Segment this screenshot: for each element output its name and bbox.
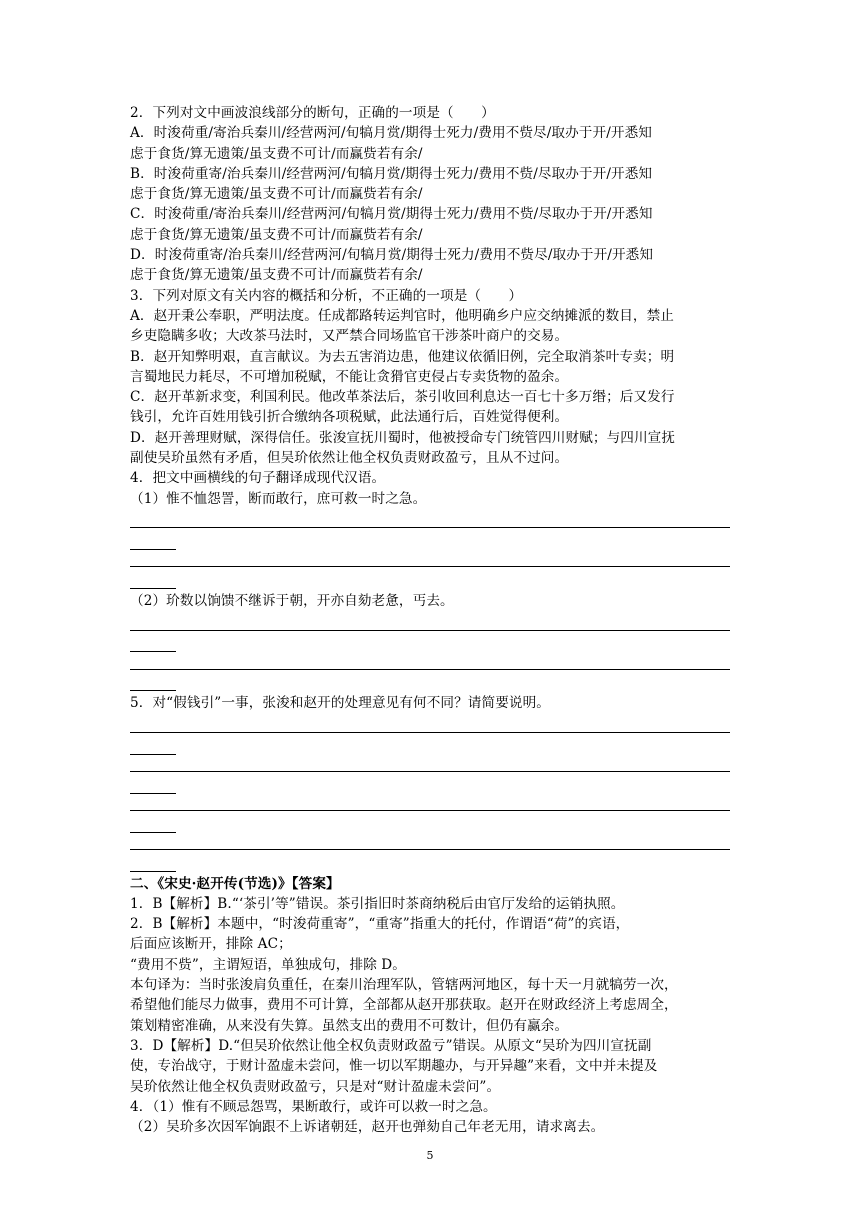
answer-line [130, 833, 730, 853]
answer-1: 1．B【解析】B.“‘茶引’等”错误。茶引指旧时茶商纳税后由官厅发给的运销执照。 [130, 895, 625, 912]
answer-2-line5: 希望他们能尽力做事，费用不可计算，全部都从赵开那获取。赵开在财政经济上考虑周全， [130, 997, 678, 1014]
page-number: 5 [426, 1149, 434, 1162]
answer-line [130, 755, 730, 775]
q3-option-a-line1: A．赵开秉公奉职，严明法度。任成都路转运判官时，他明确乡户应交纳摊派的数目，禁止 [130, 307, 674, 324]
q2-option-b-line1: B．时浚荷重寄/治兵秦川/经营两河/旬犒月赏/期得士死力/费用不赀/尽取办于开/开悉知 [130, 165, 653, 182]
q3-option-a-line2: 乡吏隐瞒多收；大改茶马法时，又严禁合同场监官干涉茶叶商户的交易。 [130, 328, 569, 345]
answer-line [130, 550, 730, 570]
answer-line-stub [130, 672, 730, 692]
q4-sentence-1: （1）惟不恤怨詈，断而敢行，庶可救一时之急。 [130, 490, 427, 507]
answer-line [130, 794, 730, 814]
q3-option-c-line2: 钱引，允许百姓用钱引折合缴纳各项税赋，此法通行后，百姓觉得便利。 [130, 409, 569, 426]
answer-3-line2: 使，专治战守，于财计盈虚未尝问，惟一切以军期趣办，与开异趣”来看，文中并未提及 [130, 1058, 658, 1075]
q2-option-b-line2: 虑于食货/算无遗策/虽支费不可计/而赢赀若有余/ [130, 186, 423, 203]
q3-option-b-line1: B．赵开知弊明艰，直言献议。为去五害消边患，他建议依循旧例，完全取消茶叶专卖；明 [130, 348, 675, 365]
q2-option-a-line2: 虑于食货/算无遗策/虽支费不可计/而赢赀若有余/ [130, 145, 423, 162]
answer-line-stub [130, 569, 730, 589]
document-page [130, 103, 730, 1137]
q4-1-answer-lines [130, 511, 730, 589]
answer-line [130, 716, 730, 736]
q5-answer-lines [130, 716, 730, 872]
answer-line-stub [130, 735, 730, 755]
answer-line [130, 613, 730, 633]
q4-2-answer-lines [130, 613, 730, 691]
answer-line [130, 652, 730, 672]
q2-stem: 2．下列对文中画波浪线部分的断句，正确的一项是（ ） [130, 105, 495, 121]
q2-option-c-line2: 虑于食货/算无遗策/虽支费不可计/而赢赀若有余/ [130, 226, 423, 243]
answer-4-line2: （2）吴玠多次因军饷跟不上诉诸朝廷，赵开也弹劾自己年老无用，请求离去。 [130, 1119, 605, 1136]
answer-line [130, 511, 730, 531]
answer-2-line3: “费用不赀”，主谓短语，单独成句，排除 D。 [130, 956, 407, 973]
q3-option-b-line2: 言蜀地民力耗尽，不可增加税赋，不能让贪猾官吏侵占专卖货物的盈余。 [130, 368, 569, 385]
q3-option-d-line2: 副使吴玠虽然有矛盾，但吴玠依然让他全权负责财政盈亏，且从不过问。 [130, 450, 569, 467]
answer-2-line1: 2．B【解析】本题中，“时浚荷重寄”，“重寄”指重大的托付，作谓语“荷”的宾语， [130, 916, 630, 933]
q3-option-c-line1: C．赵开革新求变，利国利民。他改革茶法后，茶引收回利息达一百七十多万缗；后又发行 [130, 389, 675, 406]
answer-line-stub [130, 813, 730, 833]
answer-3-line1: 3．D【解析】D.“但吴玠依然让他全权负责财政盈亏”错误。从原文“吴玠为四川宣抚副 [130, 1037, 652, 1054]
answer-2-line6: 策划精密准确，从来没有失算。虽然支出的费用不可数计，但仍有赢余。 [130, 1017, 569, 1034]
q3-option-d-line1: D．赵开善理财赋，深得信任。张浚宣抚川蜀时，他被授命专门统管四川财赋；与四川宣抚 [130, 429, 676, 446]
q4-sentence-2: （2）玠数以饷馈不继诉于朝，开亦自劾老惫，丐去。 [130, 592, 454, 609]
q3-stem: 3．下列对原文有关内容的概括和分析，不正确的一项是（ ） [130, 287, 523, 304]
answer-3-line3: 吴玠依然让他全权负责财政盈亏，只是对“财计盈虚未尝问”。 [130, 1078, 501, 1095]
answer-line-stub [130, 633, 730, 653]
q2-option-d-line2: 虑于食货/算无遗策/虽支费不可计/而赢赀若有余/ [130, 267, 423, 284]
answer-line-stub [130, 852, 730, 872]
q5-stem: 5．对“假钱引”一事，张浚和赵开的处理意见有何不同？请简要说明。 [130, 695, 550, 712]
answer-4-line1: 4．（1）惟有不顾忌怨骂，果断敢行，或许可以救一时之急。 [130, 1098, 497, 1115]
q2-option-d-line1: D．时浚荷重寄/治兵秦川/经营两河/旬犒月赏/期得士死力/费用不赀尽/取办于开/开悉知 [130, 247, 654, 264]
answer-line-stub [130, 530, 730, 550]
answers-heading: 二、《宋史·赵开传(节选)》【答案】 [130, 875, 340, 892]
answer-2-line4: 本句译为：当时张浚肩负重任，在秦川治理军队，管辖两河地区，每十天一月就犒劳一次， [130, 977, 678, 994]
answer-line-stub [130, 774, 730, 794]
q2-option-c-line1: C．时浚荷重/寄治兵秦川/经营两河/旬犒月赏/期得士死力/费用不赀/尽取办于开/开悉知 [130, 206, 653, 223]
q2-option-a-line1: A．时浚荷重/寄治兵秦川/经营两河/旬犒月赏/期得士死力/费用不赀尽/取办于开/开悉知 [130, 125, 652, 142]
answer-2-line2: 后面应该断开，排除 AC； [130, 936, 292, 953]
q4-stem: 4．把文中画横线的句子翻译成现代汉语。 [130, 470, 386, 487]
